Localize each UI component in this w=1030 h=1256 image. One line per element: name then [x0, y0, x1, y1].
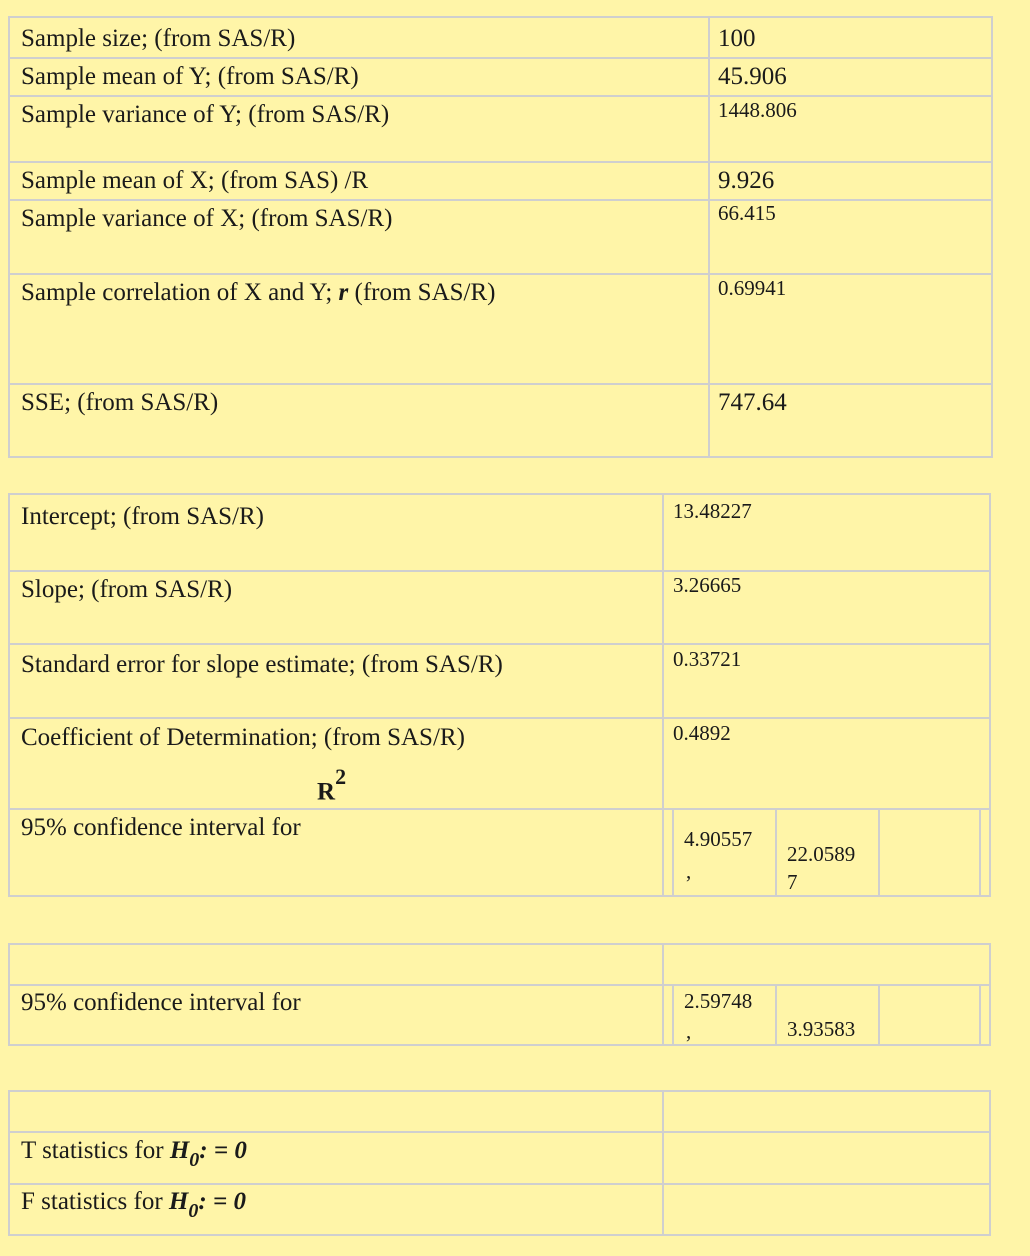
r2-symbol: $R^2$: [317, 764, 347, 806]
ci-intercept-comma: ,: [686, 859, 692, 883]
sample-variance-x-label: Sample variance of X; (from SAS/R): [21, 205, 393, 232]
slope-label: Slope; (from SAS/R): [21, 576, 233, 603]
sample-correlation-value: 0.69941: [718, 276, 787, 300]
sse-value: 747.64: [718, 389, 787, 416]
sample-variance-y-label: Sample variance of Y; (from SAS/R): [21, 101, 390, 128]
ci-intercept-lower: 4.90557: [684, 827, 753, 851]
sample-mean-x-value: 9.926: [718, 167, 775, 194]
intercept-value: 13.48227: [673, 499, 752, 523]
se-slope-label: Standard error for slope estimate; (from SAS/R): [21, 651, 503, 678]
ci-slope-lower: 2.59748: [684, 989, 753, 1013]
sample-mean-x-label: Sample mean of X; (from SAS) /R: [21, 167, 369, 194]
t-stat-label: T statistics for $H_0$: = 0: [21, 1137, 247, 1171]
ci-slope-label: 95% confidence interval for: [21, 989, 301, 1016]
sample-mean-y-value: 45.906: [718, 63, 787, 90]
sample-variance-y-value: 1448.806: [718, 98, 797, 122]
sample-size-value: 100: [718, 25, 756, 52]
sample-correlation-label: Sample correlation of X and Y; r (from SAS/R): [21, 279, 496, 306]
sse-label: SSE; (from SAS/R): [21, 389, 219, 416]
f-stat-label: F statistics for $H_0$: = 0: [21, 1188, 246, 1222]
intercept-label: Intercept; (from SAS/R): [21, 503, 265, 530]
sample-variance-x-value: 66.415: [718, 201, 776, 225]
slope-value: 3.26665: [673, 573, 742, 597]
r2-label: Coefficient of Determination; (from SAS/R): [21, 724, 465, 751]
ci-intercept-upper-cont: 7: [787, 870, 798, 894]
r2-value: 0.4892: [673, 721, 731, 745]
ci-slope-upper: 3.93583: [787, 1017, 856, 1041]
sample-size-label: Sample size; (from SAS/R): [21, 25, 296, 52]
ci-intercept-label: 95% confidence interval for: [21, 814, 301, 841]
ci-intercept-upper: 22.0589: [787, 842, 856, 866]
sample-mean-y-label: Sample mean of Y; (from SAS/R): [21, 63, 359, 90]
se-slope-value: 0.33721: [673, 647, 742, 671]
ci-slope-comma: ,: [686, 1019, 692, 1043]
